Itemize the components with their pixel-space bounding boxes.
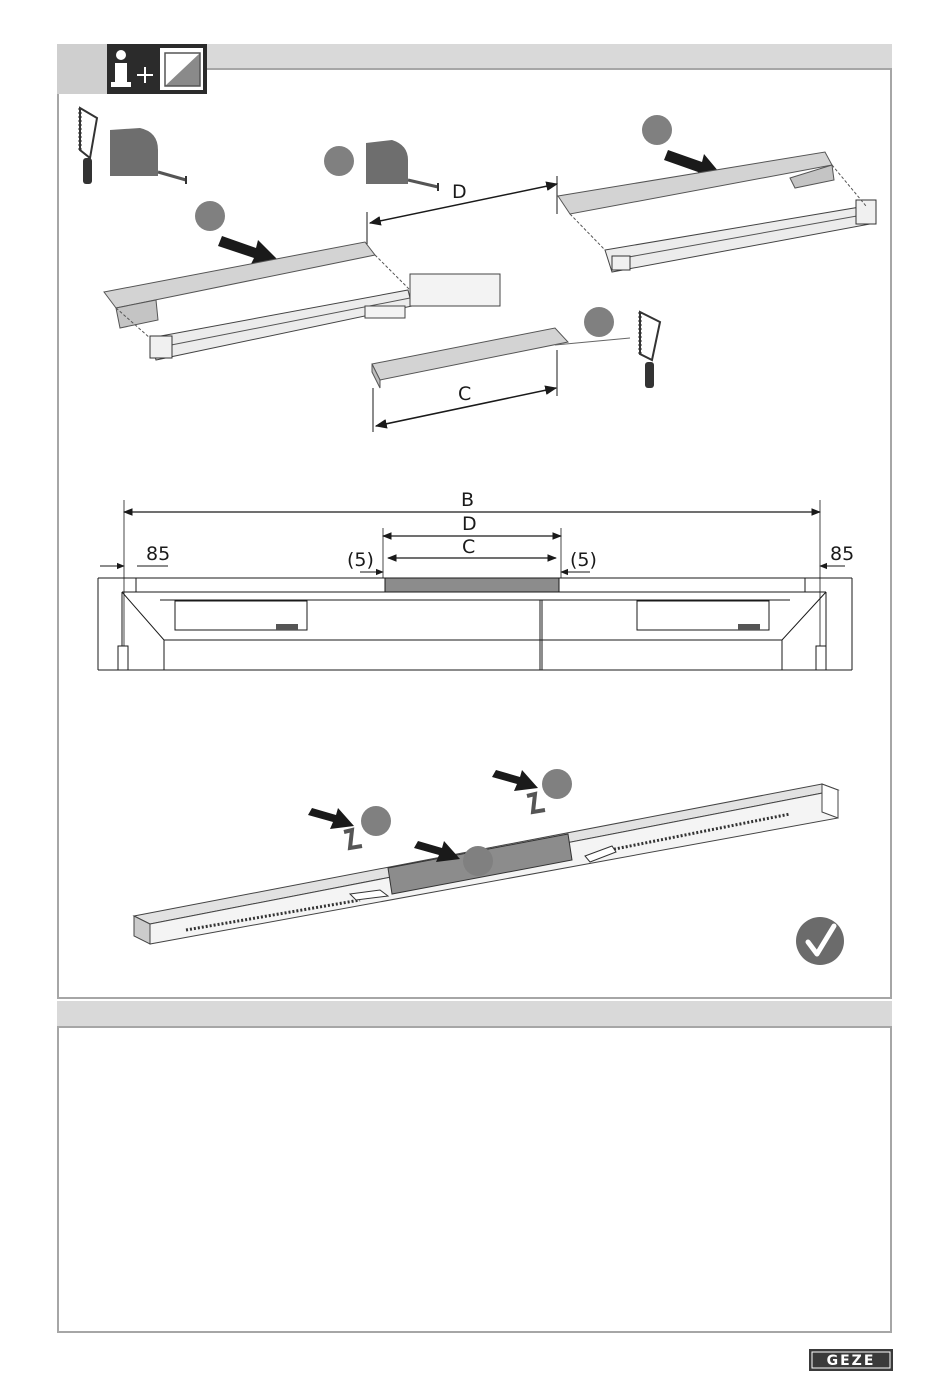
- dimension-c-label: C: [462, 536, 476, 558]
- front-elevation: [98, 489, 854, 670]
- gap-right-label: (5): [570, 549, 597, 571]
- left-rail-assembly: [104, 242, 500, 360]
- offset-right-label: 85: [830, 543, 855, 565]
- step-circle: [463, 846, 493, 876]
- dimension-d-top-label: D: [452, 181, 467, 203]
- dimension-d-label: D: [462, 513, 477, 535]
- right-rail-assembly: [558, 152, 876, 272]
- empty-notes-panel: [57, 1026, 892, 1333]
- tape-measure-icon: [110, 128, 186, 184]
- saw-icon: [640, 312, 660, 388]
- step-circle: [361, 806, 391, 836]
- middle-cover-piece: [372, 328, 630, 388]
- checkmark-icon: [796, 917, 844, 965]
- gap-left-label: (5): [347, 549, 374, 571]
- assembly-illustration: [57, 68, 892, 999]
- offset-left-label: 85: [146, 543, 171, 565]
- step-circle: [642, 115, 672, 145]
- step-circle: [324, 146, 354, 176]
- step-circle: [195, 201, 225, 231]
- step-circle: [584, 307, 614, 337]
- saw-icon: [80, 108, 97, 184]
- header-bar-bottom: [57, 1001, 892, 1026]
- geze-logo: [809, 1349, 893, 1371]
- dimension-b-label: B: [461, 489, 475, 511]
- tape-measure-icon: [366, 140, 438, 191]
- dimension-c-top-label: C: [458, 383, 472, 405]
- step-circle: [542, 769, 572, 799]
- logo-text: GEZE: [826, 1353, 876, 1369]
